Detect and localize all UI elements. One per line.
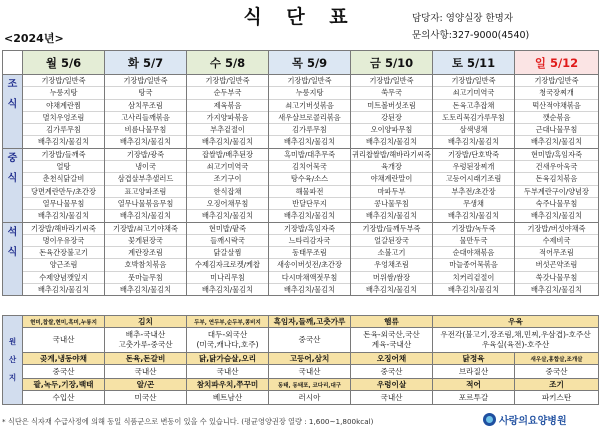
- menu-cell: [351, 75, 433, 149]
- day-header-thu: 목 5/9: [269, 51, 351, 75]
- menu-item: 배추김치/물김치: [119, 137, 172, 147]
- origin-value-line: 중국산: [52, 367, 75, 376]
- menu-item: 마늘종어묵볶음: [433, 259, 514, 271]
- menu-cell: [269, 148, 351, 222]
- origin-category: 흑임자,들깨,고춧가루: [269, 316, 351, 328]
- menu-item: 동태무조림: [269, 247, 350, 259]
- menu-item: 배추김치/물김치: [37, 137, 90, 147]
- contact-info: [412, 10, 529, 44]
- origin-value: [515, 365, 599, 379]
- menu-cell: [187, 222, 269, 296]
- menu-item: 배추김치/물김치: [447, 211, 500, 221]
- menu-item: 기장밥/일반죽: [269, 75, 350, 87]
- origin-value-row: [3, 365, 599, 379]
- menu-cell: [269, 75, 351, 149]
- origin-value-line: 파키스탄: [541, 393, 572, 402]
- menu-item: 우엉채조림: [351, 259, 432, 271]
- origin-value-line: 베트남산: [212, 393, 243, 402]
- meal-row: [3, 75, 599, 149]
- origin-value: [433, 328, 599, 353]
- menu-item: 배추김치/물김치: [201, 285, 254, 295]
- menu-item: 배추김치/물김치: [365, 285, 418, 295]
- origin-category: 김치: [105, 316, 187, 328]
- menu-item: 기장밥/해바라기씨죽: [23, 223, 104, 235]
- menu-item: 비름나물무침: [105, 124, 186, 136]
- menu-item: 얼탕: [23, 161, 104, 173]
- menu-item: 기장밥/일반죽: [433, 75, 514, 87]
- menu-item: 기장밥/들깨두부죽: [351, 223, 432, 235]
- footnote: * 식단은 식자재 수급사정에 의해 동일 식품군으로 변동이 있을 수 있습니다. (평균영양권장 열량 : 1,600~1,800kcal): [2, 417, 374, 426]
- menu-item: 배추김치/물김치: [119, 211, 172, 221]
- menu-item: 열무나물볶음무침: [105, 198, 186, 210]
- origin-category: 알/곤: [105, 379, 187, 391]
- menu-item: 배추김치/물김치: [37, 285, 90, 295]
- menu-item: 당면계란만두/초간장: [23, 186, 104, 198]
- menu-item: 고사리들깨볶음: [105, 112, 186, 124]
- menu-item: 미트볼버섯조림: [351, 100, 432, 112]
- menu-item: 우렁된장찌개: [433, 161, 514, 173]
- menu-cell: [23, 222, 105, 296]
- menu-item: 명이우유장국: [23, 235, 104, 247]
- origin-value-line: 수입산: [52, 393, 75, 402]
- menu-item: 삼치무조림: [105, 100, 186, 112]
- meal-label-char: 중: [7, 152, 18, 164]
- menu-item: 배추김치/물김치: [447, 285, 500, 295]
- menu-item: 돈육고추잡채: [433, 100, 514, 112]
- menu-item: 야채계란찜: [23, 100, 104, 112]
- origin-category: 우육: [433, 316, 599, 328]
- meal-row: [3, 222, 599, 296]
- menu-item: 꽃게된장국: [105, 235, 186, 247]
- day-header-fri: 금 5/10: [351, 51, 433, 75]
- meal-label-char: 조: [7, 79, 18, 90]
- origin-value-line: 중국산: [545, 367, 568, 376]
- menu-cell: [515, 75, 599, 149]
- menu-item: 계란장조림: [105, 247, 186, 259]
- origin-label-char: 지: [8, 373, 17, 382]
- origin-table: [2, 315, 599, 405]
- menu-cell: [105, 222, 187, 296]
- menu-item: 김치어묵국: [269, 161, 350, 173]
- menu-item: 순대야채볶음: [433, 247, 514, 259]
- origin-value-line: 국내산: [134, 367, 157, 376]
- origin-category: 새우살,홍합살,조개살: [515, 353, 599, 365]
- meal-label-char: 식: [7, 246, 18, 258]
- menu-item: 돈육간장불고기: [23, 247, 104, 259]
- origin-category: 동태, 동태포, 코다리,대구: [269, 379, 351, 391]
- menu-item: 야채계란말이: [351, 173, 432, 185]
- menu-item: 고등어시래기조림: [433, 173, 514, 185]
- origin-category: 현미,찹쌀,현미,흑미,누룽지: [23, 316, 105, 328]
- menu-item: 부추겉절이: [187, 124, 268, 136]
- origin-label-char: 산: [8, 355, 17, 364]
- menu-item: 쇠고기버섯볶음: [269, 100, 350, 112]
- menu-item: 강된장: [351, 112, 432, 124]
- hospital-logo-icon: [483, 413, 496, 426]
- menu-item: 반달단무지: [269, 198, 350, 210]
- corner-cell: [3, 51, 23, 75]
- origin-value: [23, 328, 105, 353]
- menu-item: 다시마채액젓무침: [269, 272, 350, 284]
- menu-item: 기장밥/일반죽: [515, 75, 598, 87]
- menu-item: 머위쌈/쌈장: [351, 272, 432, 284]
- menu-item: 배추김치/물김치: [530, 211, 583, 221]
- menu-item: 수제김자크로켓/케찹: [187, 259, 268, 271]
- origin-category: 두부, 연두부,순두부,콩비지: [187, 316, 269, 328]
- origin-value-line: 계육-국내산: [371, 340, 412, 349]
- menu-item: 새우살브로콜리볶음: [269, 112, 350, 124]
- origin-value-line: 배추-국내산: [125, 330, 166, 339]
- day-header-row: [3, 51, 599, 75]
- menu-item: 현미밥/팥죽: [187, 223, 268, 235]
- menu-item: 기장밥/단호박죽: [433, 149, 514, 161]
- hospital-logo: [483, 412, 567, 427]
- menu-item: 흑미밥/대추무죽: [269, 149, 350, 161]
- meal-label-char: 식: [7, 172, 18, 184]
- menu-item: 탕국: [105, 87, 186, 99]
- menu-item: 김가루무침: [269, 124, 350, 136]
- menu-cell: [105, 75, 187, 149]
- meal-label-char: 석: [7, 226, 18, 238]
- menu-item: 청국장찌개: [515, 87, 598, 99]
- menu-item: 얼갈된장국: [351, 235, 432, 247]
- meal-label: [3, 148, 23, 222]
- menu-item: 제육볶음: [187, 100, 268, 112]
- origin-value-line: 국내산: [52, 335, 75, 344]
- origin-value: [105, 365, 187, 379]
- menu-item: 미나리무침: [187, 272, 268, 284]
- menu-item: 냉이국: [105, 161, 186, 173]
- menu-item: 쑥무국: [351, 87, 432, 99]
- day-header-wed: 수 5/8: [187, 51, 269, 75]
- origin-category: 우렁이살: [351, 379, 433, 391]
- menu-item: 조기구이: [187, 173, 268, 185]
- menu-item: 배추김치/물김치: [530, 137, 583, 147]
- menu-cell: [515, 222, 599, 296]
- origin-value: [269, 328, 351, 353]
- origin-value: [433, 391, 515, 405]
- menu-cell: [433, 75, 515, 149]
- origin-value-row: [3, 391, 599, 405]
- origin-category: 팥,녹두,기장,백태: [23, 379, 105, 391]
- menu-cell: [23, 148, 105, 222]
- origin-label-char: 원: [8, 337, 17, 346]
- origin-category: 오징어채: [351, 353, 433, 365]
- menu-cell: [269, 222, 351, 296]
- menu-item: 기장밥/흑임자죽: [269, 223, 350, 235]
- meal-row: [3, 148, 599, 222]
- page-title: 식 단 표: [243, 6, 357, 28]
- menu-item: 배추김치/물김치: [447, 137, 500, 147]
- origin-value-row: [3, 328, 599, 353]
- menu-item: 기장밥/일반죽: [23, 75, 104, 87]
- origin-value-line: 대두-외국산: [207, 330, 248, 339]
- menu-cell: [187, 148, 269, 222]
- menu-cell: [23, 75, 105, 149]
- menu-item: 배추김치/물김치: [365, 211, 418, 221]
- menu-cell: [351, 222, 433, 296]
- origin-head-row: [3, 316, 599, 328]
- menu-item: 기장밥/일반죽: [105, 75, 186, 87]
- menu-item: 버섯곤약조림: [515, 259, 598, 271]
- menu-item: 닭갈살찜: [187, 247, 268, 259]
- menu-item: 쇠고기미역국: [433, 87, 514, 99]
- menu-item: 떡산적야채볶음: [515, 100, 598, 112]
- menu-item: 양근조림: [23, 259, 104, 271]
- menu-item: 콩나물무침: [351, 198, 432, 210]
- menu-item: 기장밥/일반죽: [351, 75, 432, 87]
- menu-item: 무생채: [433, 198, 514, 210]
- origin-value-line: 중국산: [380, 367, 403, 376]
- origin-category: 적어: [433, 379, 515, 391]
- year-label: <2024년>: [4, 32, 64, 45]
- origin-category: 닭정육: [433, 353, 515, 365]
- contact-label: 문의사항:327-9000(4540): [412, 30, 530, 41]
- menu-item: 소불고기: [351, 247, 432, 259]
- menu-item: 배추김치/물김치: [201, 137, 254, 147]
- origin-value-line: 우전각(불고기,장조림,채,민찌,우삼겹)-호주산: [440, 330, 591, 339]
- origin-value: [269, 391, 351, 405]
- menu-item: 배추김치/물김치: [201, 211, 254, 221]
- origin-category: 닭,닭가슴살,오리: [187, 353, 269, 365]
- menu-item: 잡쌀밥/배추된장: [187, 149, 268, 161]
- menu-item: 누룽지탕: [269, 87, 350, 99]
- menu-cell: [105, 148, 187, 222]
- menu-item: 오이양파무침: [351, 124, 432, 136]
- menu-item: 기장밥/들깨죽: [23, 149, 104, 161]
- origin-value: [105, 328, 187, 353]
- menu-item: 느타리감자국: [269, 235, 350, 247]
- menu-item: 순두부국: [187, 87, 268, 99]
- menu-item: 건새우아욱국: [515, 161, 598, 173]
- menu-item: 열무나물무침: [23, 198, 104, 210]
- origin-value-line: (미국,캐나다,호주): [196, 340, 259, 349]
- origin-value: [187, 328, 269, 353]
- menu-item: 삼겹살부추샐러드: [105, 173, 186, 185]
- day-header-sat: 토 5/11: [433, 51, 515, 75]
- menu-item: 물만두국: [433, 235, 514, 247]
- menu-item: 쇠고기미역국: [187, 161, 268, 173]
- meal-label: [3, 75, 23, 149]
- origin-category: 참치파우치,쭈꾸미: [187, 379, 269, 391]
- origin-value: [351, 391, 433, 405]
- menu-item: 배추김치/물김치: [365, 137, 418, 147]
- menu-item: 들깨시락국: [187, 235, 268, 247]
- menu-cell: [515, 148, 599, 222]
- day-header-sun: 일 5/12: [515, 51, 599, 75]
- menu-item: 배추김치/물김치: [283, 211, 336, 221]
- origin-category: 곶게,냉동야채: [23, 353, 105, 365]
- menu-item: 배추김치/물김치: [283, 285, 336, 295]
- origin-head-row: [3, 379, 599, 391]
- day-header-mon: 월 5/6: [23, 51, 105, 75]
- menu-item: 탕수육/소스: [269, 173, 350, 185]
- origin-value: [23, 365, 105, 379]
- menu-item: 기장밥/일반죽: [187, 75, 268, 87]
- menu-item: 한식잡채: [187, 186, 268, 198]
- origin-value-line: 러시아: [298, 393, 321, 402]
- origin-value-line: 브라질산: [458, 367, 489, 376]
- menu-item: 가지양파볶음: [187, 112, 268, 124]
- day-header-tue: 화 5/7: [105, 51, 187, 75]
- manager-label: 담당자: 영양실장 한명자: [412, 13, 514, 24]
- menu-item: 배추김치/물김치: [283, 137, 336, 147]
- menu-cell: [433, 222, 515, 296]
- menu-item: 돈육김치볶음: [515, 173, 598, 185]
- origin-value: [105, 391, 187, 405]
- origin-value: [351, 328, 433, 353]
- menu-cell: [351, 148, 433, 222]
- menu-item: 배추김치/물김치: [530, 285, 583, 295]
- menu-item: 깻순볶음: [515, 112, 598, 124]
- origin-category: 햄류: [351, 316, 433, 328]
- menu-item: 호박참치볶음: [105, 259, 186, 271]
- origin-category: 조기: [515, 379, 599, 391]
- menu-item: 숙주나물무침: [515, 198, 598, 210]
- menu-cell: [433, 148, 515, 222]
- menu-item: 춘천식닭갈비: [23, 173, 104, 185]
- meal-label-char: 식: [7, 99, 18, 110]
- menu-item: 두부계란구이/양념장: [515, 186, 598, 198]
- menu-item: 수제양념깻잎지: [23, 272, 104, 284]
- origin-value-line: 고춧가루-중국산: [118, 340, 173, 349]
- origin-value: [515, 391, 599, 405]
- menu-item: 표고양파조림: [105, 186, 186, 198]
- origin-value-line: 국내산: [380, 393, 403, 402]
- menu-item: 기장밥/쇠고기야채죽: [105, 223, 186, 235]
- origin-value-line: 포르투갈: [458, 393, 489, 402]
- origin-label: [3, 316, 23, 405]
- menu-item: 삼색냉채: [433, 124, 514, 136]
- menu-item: 기장밥/광죽: [105, 149, 186, 161]
- menu-item: 기장밥/녹두죽: [433, 223, 514, 235]
- menu-item: 배추김치/물김치: [119, 285, 172, 295]
- meal-label: [3, 222, 23, 296]
- menu-item: 해물파전: [269, 186, 350, 198]
- origin-value: [433, 365, 515, 379]
- menu-item: 도토리묵김가루무침: [433, 112, 514, 124]
- origin-value-line: 국내산: [216, 367, 239, 376]
- menu-item: 멸치우엉조림: [23, 112, 104, 124]
- menu-item: 배추김치/물김치: [37, 211, 90, 221]
- menu-item: 수제비국: [515, 235, 598, 247]
- origin-value-line: 돈육-외국산,국산: [363, 330, 420, 339]
- origin-value: [23, 391, 105, 405]
- menu-item: 육개장: [351, 161, 432, 173]
- menu-item: 누룽지탕: [23, 87, 104, 99]
- origin-value-line: 국내산: [298, 367, 321, 376]
- menu-item: 새송이버섯전/초간장: [269, 259, 350, 271]
- origin-category: 고등어,삼치: [269, 353, 351, 365]
- origin-value-line: 우육실(육전)-호주산: [481, 340, 550, 349]
- origin-value: [351, 365, 433, 379]
- origin-value-line: 미국산: [134, 393, 157, 402]
- hospital-name: 사랑의요양병원: [499, 416, 567, 427]
- menu-item: 근대나물무침: [515, 124, 598, 136]
- menu-item: 풋마늘무침: [105, 272, 186, 284]
- origin-value: [187, 365, 269, 379]
- menu-item: 부추전/초간장: [433, 186, 514, 198]
- menu-item: 쑥갓나물무침: [515, 272, 598, 284]
- origin-value-line: 중국산: [298, 335, 321, 344]
- menu-table: [2, 50, 599, 296]
- menu-item: 귀리찹쌀밥/해바라기씨죽: [351, 149, 432, 161]
- origin-value: [269, 365, 351, 379]
- menu-item: 오징어채무침: [187, 198, 268, 210]
- menu-item: 김가루무침: [23, 124, 104, 136]
- menu-item: 마파두부: [351, 186, 432, 198]
- menu-cell: [187, 75, 269, 149]
- menu-item: 적어무조림: [515, 247, 598, 259]
- menu-item: 기장밥/버섯야채죽: [515, 223, 598, 235]
- origin-head-row: [3, 353, 599, 365]
- origin-value: [187, 391, 269, 405]
- menu-item: 현미밥/흑임자죽: [515, 149, 598, 161]
- origin-category: 돈육,돈갈비: [105, 353, 187, 365]
- menu-item: 치커리겉절이: [433, 272, 514, 284]
